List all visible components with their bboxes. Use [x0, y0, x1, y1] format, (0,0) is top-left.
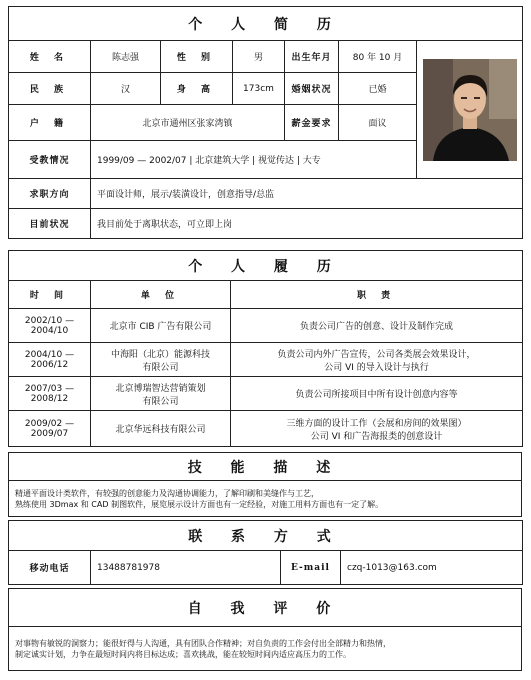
time-end: 2004/10	[30, 325, 69, 336]
job-target-label: 求职方向	[9, 179, 91, 209]
time-start: 2002/10 —	[24, 315, 75, 326]
duty-line: 负责公司所接项目中所有设计创意内容等	[295, 390, 458, 400]
unit-line: 中海阳（北京）能源科技	[110, 349, 210, 360]
duty-line: 三维方面的设计工作（会展和房间的效果图）	[286, 418, 467, 429]
birth-value: 80 年 10 月	[339, 41, 417, 73]
photo-cell	[417, 41, 523, 179]
table-row	[9, 343, 523, 377]
gender-label: 性 别	[161, 41, 233, 73]
job-target-value: 平面设计师，展示/装潢设计，创意指导/总监	[91, 179, 523, 209]
table-row	[9, 411, 523, 447]
time-end: 2006/12	[30, 359, 69, 370]
time-start: 2004/10 —	[24, 349, 75, 360]
duty-line: 公司 VI 和广告海报类的创意设计	[310, 431, 443, 442]
unit-line: 有限公司	[142, 396, 179, 407]
phone-value: 13488781978	[91, 551, 281, 585]
unit-line: 北京华远科技有限公司	[115, 425, 206, 435]
skills-line: 熟练使用 3Dmax 和 CAD 制图软件，展览展示设计方面也有一定经验，对施工用料方面也有一定了解。	[15, 499, 384, 509]
experience-title: 个 人 履 历	[9, 251, 523, 281]
salary-label: 薪金要求	[285, 105, 339, 141]
duty-line: 负责公司内外广告宣传，公司各类展会效果设计，	[277, 349, 476, 360]
experience-table	[8, 250, 523, 447]
evaluation-line: 制定诚实计划，力争在最短时间内将目标达成；喜欢挑战，能在较短时间内适应高压力的工作。	[15, 649, 351, 659]
email-label: E-mail	[281, 551, 341, 585]
table-row	[9, 309, 523, 343]
skills-title: 技 能 描 述	[9, 453, 522, 481]
unit-line: 北京博瑞智达营销策划	[115, 383, 206, 394]
status-value: 我目前处于离职状态，可立即上岗	[91, 209, 523, 239]
education-value: 1999/09 — 2002/07 | 北京建筑大学 | 视觉传达 | 大专	[91, 141, 417, 179]
ethnic-label: 民 族	[9, 73, 91, 105]
evaluation-line: 对事物有敏锐的洞察力；能很好得与人沟通，具有团队合作精神；对自负责的工作会付出全部精力和热情，	[15, 638, 391, 648]
skills-table	[8, 452, 522, 517]
table-row	[9, 377, 523, 411]
unit-line: 北京市 CIB 广告有限公司	[109, 322, 212, 332]
basic-info-table	[8, 6, 523, 239]
height-value: 173cm	[233, 73, 285, 105]
skills-line: 精通平面设计类软件，有较强的创意能力及沟通协调能力，了解印刷和美缝作与工艺，	[15, 488, 319, 498]
page-title: 个 人 简 历	[9, 7, 523, 41]
profile-photo	[423, 59, 517, 161]
gender-value: 男	[233, 41, 285, 73]
evaluation-table	[8, 588, 522, 671]
hukou-value: 北京市通州区张家湾镇	[91, 105, 285, 141]
contact-table	[8, 520, 523, 585]
education-label: 受教情况	[9, 141, 91, 179]
status-label: 目前状况	[9, 209, 91, 239]
email-value: czq-1013@163.com	[341, 551, 523, 585]
ethnic-value: 汉	[91, 73, 161, 105]
marital-value: 已婚	[339, 73, 417, 105]
time-start: 2009/02 —	[24, 418, 75, 429]
hukou-label: 户 籍	[9, 105, 91, 141]
marital-label: 婚姻状况	[285, 73, 339, 105]
time-end: 2008/12	[30, 393, 69, 404]
evaluation-title: 自 我 评 价	[9, 589, 522, 627]
phone-label: 移动电话	[9, 551, 91, 585]
col-duty-header: 职 责	[231, 281, 523, 309]
duty-line: 负责公司广告的创意、设计及制作完成	[300, 322, 454, 332]
col-unit-header: 单 位	[91, 281, 231, 309]
contact-title: 联 系 方 式	[9, 521, 523, 551]
profile-photo-image	[423, 59, 517, 161]
col-time-header: 时 间	[9, 281, 91, 309]
name-label: 姓 名	[9, 41, 91, 73]
salary-value: 面议	[339, 105, 417, 141]
duty-line: 公司 VI 的导入设计与执行	[324, 362, 429, 373]
height-label: 身 高	[161, 73, 233, 105]
unit-line: 有限公司	[142, 362, 179, 373]
name-value: 陈志强	[91, 41, 161, 73]
birth-label: 出生年月	[285, 41, 339, 73]
time-start: 2007/03 —	[24, 383, 75, 394]
time-end: 2009/07	[30, 428, 69, 439]
